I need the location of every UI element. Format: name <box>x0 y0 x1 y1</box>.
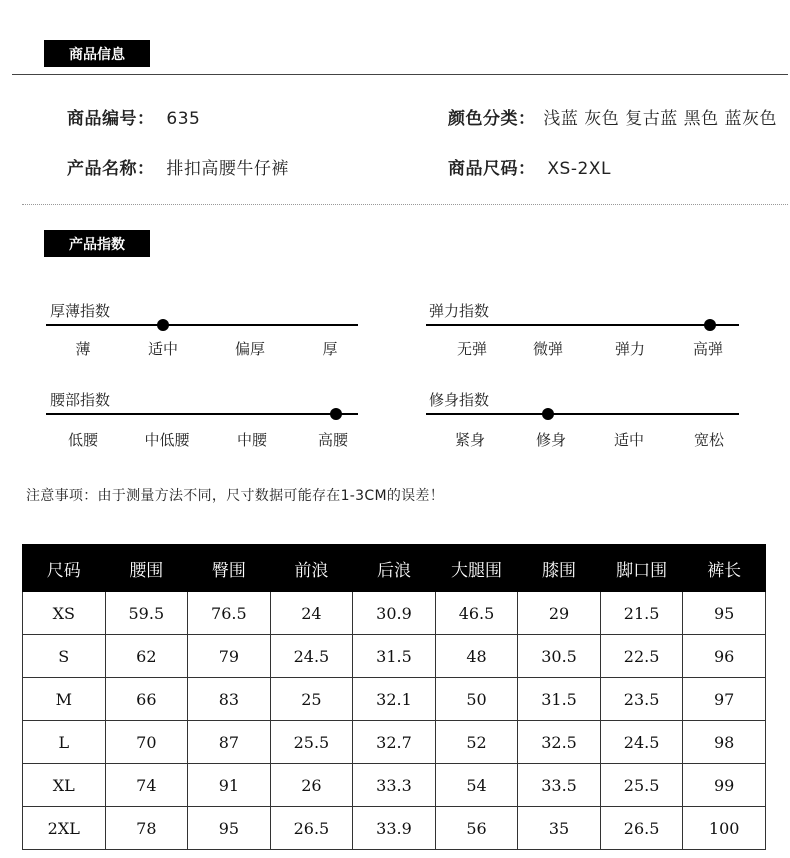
size-chart-table <box>22 544 766 850</box>
metric-title: 厚薄指数 <box>50 302 111 320</box>
metric-indicator-dot <box>157 319 169 331</box>
table-cell: 24.5 <box>270 635 353 678</box>
metric-title: 弹力指数 <box>429 302 490 320</box>
table-cell: 29 <box>518 592 601 635</box>
section-title-product-index: 产品指数 <box>44 230 150 257</box>
table-cell: XL <box>23 764 106 807</box>
table-cell: 25 <box>270 678 353 721</box>
section-divider <box>12 74 788 75</box>
table-cell: 24.5 <box>600 721 683 764</box>
table-cell: 62 <box>105 635 188 678</box>
table-header-row <box>23 545 766 592</box>
table-cell: 31.5 <box>353 635 436 678</box>
metric-scale-line <box>46 324 358 326</box>
table-cell: 30.9 <box>353 592 436 635</box>
metric-option: 无弹 <box>456 340 488 358</box>
table-cell: 100 <box>683 807 766 850</box>
metric-option: 中低腰 <box>144 431 190 449</box>
metric-option: 中腰 <box>236 431 268 449</box>
metric-option: 低腰 <box>67 431 99 449</box>
metric-option: 宽松 <box>693 431 725 449</box>
table-cell: 95 <box>683 592 766 635</box>
section-title-product-info: 商品信息 <box>44 40 150 67</box>
table-row <box>23 764 766 807</box>
table-cell: 46.5 <box>435 592 518 635</box>
table-cell: 32.1 <box>353 678 436 721</box>
product-size-label: 商品尺码： <box>448 159 536 179</box>
product-name-value: 排扣高腰牛仔裤 <box>166 159 289 179</box>
table-cell: 48 <box>435 635 518 678</box>
metric-option: 微弹 <box>532 340 564 358</box>
table-cell: 31.5 <box>518 678 601 721</box>
table-cell: 97 <box>683 678 766 721</box>
table-cell: S <box>23 635 106 678</box>
table-cell: 21.5 <box>600 592 683 635</box>
column-header: 后浪 <box>353 545 436 592</box>
metric-option: 紧身 <box>454 431 486 449</box>
table-cell: 23.5 <box>600 678 683 721</box>
metric-option: 高弹 <box>692 340 724 358</box>
table-cell: 52 <box>435 721 518 764</box>
table-cell: 50 <box>435 678 518 721</box>
table-cell: 98 <box>683 721 766 764</box>
table-cell: 32.7 <box>353 721 436 764</box>
table-cell: 33.3 <box>353 764 436 807</box>
table-cell: 96 <box>683 635 766 678</box>
measurement-note: 注意事项：由于测量方法不同，尺寸数据可能存在1-3CM的误差！ <box>26 488 445 504</box>
color-category-label: 颜色分类： <box>448 109 536 129</box>
dotted-divider <box>22 204 788 205</box>
table-cell: 83 <box>188 678 271 721</box>
column-header: 腰围 <box>105 545 188 592</box>
product-code-value: 635 <box>166 109 201 129</box>
column-header: 脚口围 <box>600 545 683 592</box>
metric-scale-line <box>46 413 358 415</box>
metric-scale-line <box>426 324 739 326</box>
table-row <box>23 721 766 764</box>
table-row <box>23 807 766 850</box>
table-cell: 24 <box>270 592 353 635</box>
table-cell: 56 <box>435 807 518 850</box>
table-cell: L <box>23 721 106 764</box>
table-cell: 33.5 <box>518 764 601 807</box>
table-cell: 30.5 <box>518 635 601 678</box>
table-row <box>23 592 766 635</box>
metric-option: 薄 <box>75 340 91 358</box>
product-size <box>448 154 611 179</box>
table-row <box>23 635 766 678</box>
table-cell: 76.5 <box>188 592 271 635</box>
table-cell: 22.5 <box>600 635 683 678</box>
metric-title: 腰部指数 <box>50 391 111 409</box>
column-header: 大腿围 <box>435 545 518 592</box>
metric-option: 修身 <box>535 431 567 449</box>
table-cell: 2XL <box>23 807 106 850</box>
column-header: 前浪 <box>270 545 353 592</box>
product-name-label: 产品名称： <box>67 159 155 179</box>
table-cell: M <box>23 678 106 721</box>
metric-option: 厚 <box>322 340 338 358</box>
metric-scale-line <box>426 413 739 415</box>
table-cell: 32.5 <box>518 721 601 764</box>
table-cell: 33.9 <box>353 807 436 850</box>
metric-option: 适中 <box>147 340 179 358</box>
table-cell: 26.5 <box>600 807 683 850</box>
table-row <box>23 678 766 721</box>
table-cell: 79 <box>188 635 271 678</box>
metric-option: 高腰 <box>317 431 349 449</box>
table-cell: 59.5 <box>105 592 188 635</box>
metric-indicator-dot <box>330 408 342 420</box>
metric-option: 偏厚 <box>234 340 266 358</box>
table-cell: 54 <box>435 764 518 807</box>
column-header: 尺码 <box>23 545 106 592</box>
table-cell: 35 <box>518 807 601 850</box>
color-category <box>448 104 777 129</box>
table-cell: 87 <box>188 721 271 764</box>
metric-option: 适中 <box>613 431 645 449</box>
table-cell: 70 <box>105 721 188 764</box>
metric-title: 修身指数 <box>429 391 490 409</box>
table-cell: 26.5 <box>270 807 353 850</box>
product-name <box>67 154 289 179</box>
column-header: 臀围 <box>188 545 271 592</box>
product-code-label: 商品编号： <box>67 109 155 129</box>
column-header: 裤长 <box>683 545 766 592</box>
metric-indicator-dot <box>704 319 716 331</box>
table-cell: 25.5 <box>600 764 683 807</box>
table-cell: 99 <box>683 764 766 807</box>
table-cell: 95 <box>188 807 271 850</box>
table-cell: XS <box>23 592 106 635</box>
table-cell: 74 <box>105 764 188 807</box>
table-cell: 26 <box>270 764 353 807</box>
metric-indicator-dot <box>542 408 554 420</box>
table-cell: 25.5 <box>270 721 353 764</box>
product-size-value: XS-2XL <box>547 159 611 179</box>
product-code <box>67 104 200 129</box>
column-header: 膝围 <box>518 545 601 592</box>
table-cell: 66 <box>105 678 188 721</box>
color-category-value: 浅蓝 灰色 复古蓝 黑色 蓝灰色 <box>543 109 778 129</box>
table-cell: 78 <box>105 807 188 850</box>
metric-option: 弹力 <box>614 340 646 358</box>
table-cell: 91 <box>188 764 271 807</box>
